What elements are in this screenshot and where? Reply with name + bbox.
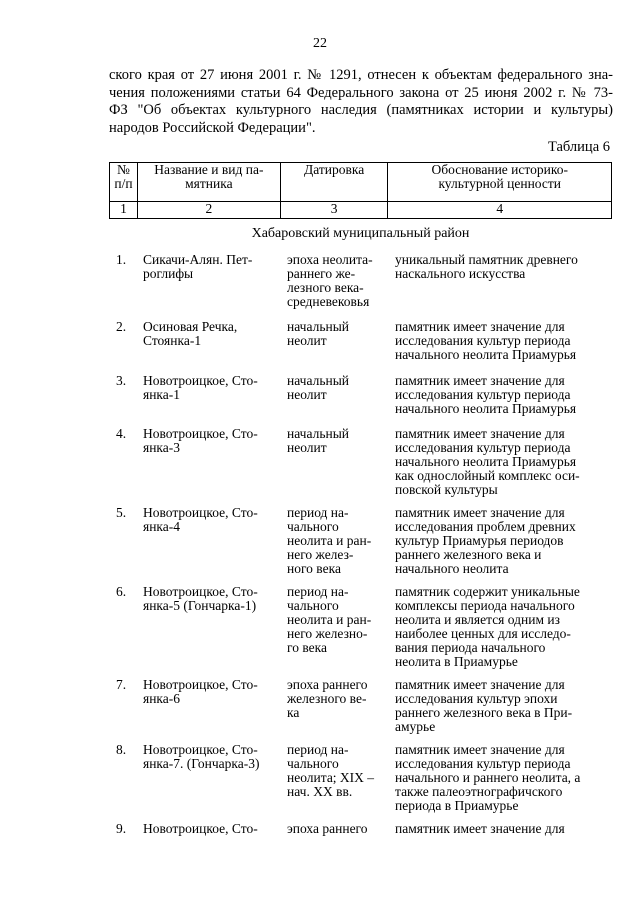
monument-dating-line: начальный (287, 319, 349, 334)
monument-justification-line: повской культуры (395, 482, 498, 497)
monument-justification-line: неолита и является одним из (395, 612, 560, 627)
monument-justification-line: начального неолита Приамурья (395, 401, 577, 416)
monument-justification-line: наскального искусства (395, 266, 526, 281)
monument-name-line: Сикачи-Алян. Пет- (143, 252, 253, 267)
monument-justification (395, 506, 610, 576)
monument-dating-line: ного века (287, 561, 341, 576)
monument-name-line: Новотроицкое, Сто- (143, 677, 258, 692)
monument-justification-line: наиболее ценных для исследо- (395, 626, 571, 641)
monument-name-line: янка-6 (143, 691, 181, 706)
row-number: 1. (116, 252, 127, 267)
monument-name (143, 678, 278, 706)
monument-name-line: Осиновая Речка, (143, 319, 238, 334)
monument-name-line: янка-3 (143, 440, 181, 455)
monument-justification-line: памятник имеет значение для (395, 319, 565, 334)
table-label: Таблица 6 (547, 139, 610, 155)
monument-dating-line: период на- (287, 584, 349, 599)
monument-dating-line: эпоха неолита- (287, 252, 373, 267)
monument-justification (395, 585, 610, 669)
intro-line: чения положениями статьи 64 Федерального закона от 25 июня 2002 г. № 73- (109, 84, 613, 101)
monument-justification (395, 374, 610, 416)
monument-dating-line: неолита и ран- (287, 533, 372, 548)
monument-justification (395, 822, 610, 836)
monument-justification-line: периода в Приамурье (395, 798, 519, 813)
monument-dating (287, 822, 387, 836)
monument-dating (287, 427, 387, 455)
monument-name (143, 253, 278, 281)
monument-justification-line: начального неолита Приамурья (395, 454, 577, 469)
monument-justification-line: исследования культур периода (395, 387, 571, 402)
monument-dating-line: неолит (287, 333, 327, 348)
monument-justification (395, 253, 610, 281)
monument-name-line: янка-5 (Гончарка-1) (143, 598, 257, 613)
row-number: 5. (116, 505, 127, 520)
monument-dating (287, 320, 387, 348)
intro-line: ского края от 27 июня 2001 г. № 1291, отнесен к объектам федерального зна- (109, 67, 613, 83)
monument-justification-line: памятник имеет значение для (395, 742, 565, 757)
monument-dating (287, 678, 387, 720)
monument-justification-line: памятник имеет значение для (395, 505, 565, 520)
header-col-number: № п/п (110, 163, 138, 202)
monument-dating-line: начальный (287, 373, 349, 388)
row-number: 8. (116, 742, 127, 757)
monument-justification-line: раннего железного века в При- (395, 705, 573, 720)
monument-dating-line: неолита; XIX – (287, 770, 375, 785)
monument-dating-line: него желез- (287, 547, 354, 562)
monument-name-line: Новотроицкое, Сто- (143, 742, 258, 757)
monument-dating-line: чального (287, 756, 339, 771)
region-heading: Хабаровский муниципальный район (251, 226, 470, 241)
row-number: 3. (116, 373, 127, 388)
row-number: 2. (116, 319, 127, 334)
table-header (109, 162, 612, 219)
column-number: 2 (137, 202, 280, 219)
monument-justification (395, 427, 610, 497)
monument-justification-line: начального неолита (395, 561, 509, 576)
monument-dating-line: период на- (287, 742, 349, 757)
monument-dating-line: эпоха раннего (287, 821, 368, 836)
monument-name (143, 320, 278, 348)
monument-name-line: роглифы (143, 266, 194, 281)
monument-name-line: Стоянка-1 (143, 333, 202, 348)
column-number: 1 (110, 202, 138, 219)
header-row (110, 163, 612, 202)
monument-justification-line: начального и раннего неолита, а (395, 770, 581, 785)
monument-dating-line: раннего же- (287, 266, 356, 281)
monument-name-line: Новотроицкое, Сто- (143, 505, 258, 520)
monument-name-line: Новотроицкое, Сто- (143, 373, 258, 388)
monument-justification-line: памятник имеет значение для (395, 677, 565, 692)
monument-dating-line: лезного века- (287, 280, 364, 295)
monument-justification-line: неолита в Приамурье (395, 654, 518, 669)
monument-name-line: янка-4 (143, 519, 181, 534)
monument-justification-line: как однослойный комплекс оси- (395, 468, 580, 483)
monument-justification-line: также палеоэтнографичского (395, 784, 563, 799)
column-number: 4 (388, 202, 612, 219)
monument-justification (395, 678, 610, 734)
monument-justification-line: исследования культур эпохи (395, 691, 558, 706)
monument-justification-line: памятник имеет значение для (395, 426, 565, 441)
monument-name-line: Новотроицкое, Сто- (143, 584, 258, 599)
row-number: 6. (116, 584, 127, 599)
monument-justification-line: вания периода начального (395, 640, 546, 655)
monument-name (143, 374, 278, 402)
monument-justification-line: исследования культур периода (395, 756, 571, 771)
monument-justification-line: исследования проблем древних (395, 519, 576, 534)
monument-dating-line: неолита и ран- (287, 612, 372, 627)
monument-justification-line: исследования культур периода (395, 333, 571, 348)
monument-name (143, 743, 278, 771)
monument-name-line: Новотроицкое, Сто- (143, 821, 258, 836)
monument-justification-line: памятник имеет значение для (395, 821, 565, 836)
monument-dating-line: неолит (287, 387, 327, 402)
monument-justification-line: комплексы периода начального (395, 598, 575, 613)
monument-name-line: янка-1 (143, 387, 181, 402)
header-col-name: Название и вид па- мятника (137, 163, 280, 202)
monument-dating-line: нач. XX вв. (287, 784, 353, 799)
monument-justification (395, 320, 610, 362)
monument-dating-line: средневековья (287, 294, 370, 309)
header-col-dating: Датировка (280, 163, 388, 202)
monument-name (143, 585, 278, 613)
monument-name (143, 427, 278, 455)
header-col-justification: Обоснование историко- культурной ценности (388, 163, 612, 202)
monument-dating (287, 506, 387, 576)
monument-justification-line: раннего железного века и (395, 547, 542, 562)
monument-justification-line: памятник имеет значение для (395, 373, 565, 388)
monument-dating-line: ка (287, 705, 300, 720)
monument-name-line: янка-7. (Гончарка-3) (143, 756, 260, 771)
monument-justification-line: уникальный памятник древнего (395, 252, 578, 267)
monument-dating-line: период на- (287, 505, 349, 520)
monument-name-line: Новотроицкое, Сто- (143, 426, 258, 441)
monument-justification-line: культур Приамурья периодов (395, 533, 564, 548)
monument-name (143, 822, 278, 836)
row-number: 4. (116, 426, 127, 441)
monument-dating (287, 585, 387, 655)
monument-dating-line: эпоха раннего (287, 677, 368, 692)
monument-dating (287, 743, 387, 799)
monument-justification-line: амурье (395, 719, 436, 734)
monument-dating-line: начальный (287, 426, 349, 441)
monument-dating (287, 253, 387, 309)
monument-justification-line: исследования культур периода (395, 440, 571, 455)
intro-line: ФЗ "Об объектах культурного наследия (памятниках истории и культуры) (109, 102, 613, 118)
row-number: 7. (116, 677, 127, 692)
monument-dating-line: чального (287, 598, 339, 613)
monument-justification (395, 743, 610, 813)
monument-dating-line: него железно- (287, 626, 368, 641)
row-number: 9. (116, 821, 127, 836)
monument-dating (287, 374, 387, 402)
monument-name (143, 506, 278, 534)
monument-dating-line: железного ве- (287, 691, 367, 706)
intro-line: народов Российской Федерации". (109, 119, 316, 136)
column-numbers-row (110, 202, 612, 219)
column-number: 3 (280, 202, 388, 219)
monument-justification-line: памятник содержит уникальные (395, 584, 580, 599)
monument-dating-line: чального (287, 519, 339, 534)
intro-paragraph (109, 67, 613, 137)
monument-dating-line: неолит (287, 440, 327, 455)
page-number: 22 (313, 36, 327, 51)
monument-justification-line: начального неолита Приамурья (395, 347, 577, 362)
monument-dating-line: го века (287, 640, 327, 655)
